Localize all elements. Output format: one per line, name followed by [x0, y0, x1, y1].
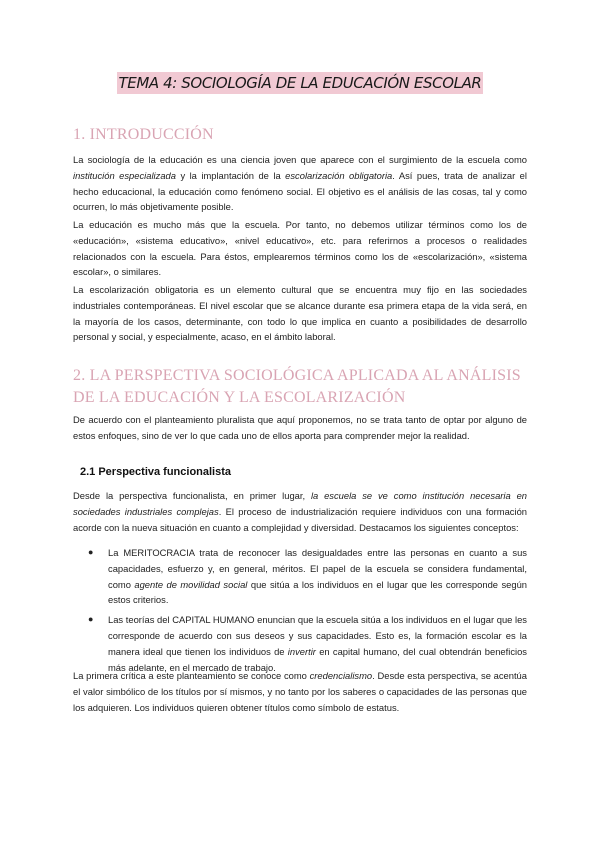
intro-paragraph-2: La educación es mucho más que la escuela. Por tanto, no debemos utilizar términos como los de «educación», «sistema educativo», «nivel educativo», etc. para referirnos a procesos o realidades relacionados con la escuela. Para éstos, emplearemos términos como los de «escolarización», «sistema escolar», o similares. — [73, 219, 527, 278]
text-run: y la implantación de la — [175, 169, 286, 181]
intro-paragraph-3: La escolarización obligatoria es un elemento cultural que se encuentra muy fijo en las sociedades industriales contemporáneas. El nivel escolar que se alcance durante esa primera etapa de la vida será, en la mayoría de los casos, determinante, con todo lo que implica en cuanto a posibilidades de desarrollo personal y social, y especialmente, acaso, en el ámbito laboral. — [73, 284, 527, 343]
funcionalista-paragraph — [73, 488, 527, 535]
list-item-capital-humano — [88, 612, 527, 675]
text-run: La primera crítica a este planteamiento se conoce como — [73, 670, 310, 681]
text-run: que sitúa a los individuos en el lugar que les corresponde según estos criterios. — [108, 578, 527, 606]
section-heading-introduccion: 1. INTRODUCCIÓN — [73, 126, 214, 143]
credencialismo-paragraph — [73, 668, 527, 715]
text-run: Las teorías del CAPITAL HUMANO enuncian que la escuela sitúa a los individuos en el lugar que les corresponde de acuerdo con sus deseos y sus capacidades. Esto es, la formación escolar es la manera ideal que tienen los individuos de — [108, 614, 527, 657]
document-title: TEMA 4: SOCIOLOGÍA DE LA EDUCACIÓN ESCOLAR — [118, 74, 482, 92]
text-run: . Así pues, trata de analizar el hecho educacional, la educación como fenómeno social. El objetivo es el análisis de las cosas, tal y como ocurren, lo más objetivamente posible. — [73, 169, 527, 213]
text-run: La sociología de la educación es una ciencia joven que aparece con el surgimiento de la escuela como — [73, 154, 527, 165]
list-item-meritocracia — [88, 545, 527, 608]
text-run: Desde la perspectiva funcionalista, en primer lugar, — [73, 490, 311, 501]
bullet-icon: ● — [88, 614, 94, 625]
bullet-icon: ● — [88, 547, 94, 557]
text-run: La MERITOCRACIA trata de reconocer las desigualdades entre las personas en cuanto a sus capacidades, esfuerzo y, en general, méritos. El papel de la escuela se considera fundamental, como — [108, 547, 527, 590]
subsection-heading-funcionalista: 2.1 Perspectiva funcionalista — [80, 466, 232, 478]
italic-run: credencialismo — [309, 670, 373, 681]
concepts-list — [88, 545, 527, 679]
title-wrapper — [0, 72, 600, 94]
section2-intro-paragraph: De acuerdo con el planteamiento pluralista que aquí proponemos, no se trata tanto de optar por alguno de estos enfoques, sino de ver lo que cada uno de ellos aporta para comprender mejor la realidad. — [73, 414, 527, 441]
italic-run: agente de movilidad social — [134, 578, 248, 590]
text-run: en capital humano, del cual obtendrán beneficios más adelante, en el mercado de trabajo. — [108, 645, 527, 673]
italic-run: institución especializada — [73, 169, 176, 181]
intro-paragraph-1 — [73, 152, 527, 215]
italic-run: la escuela se ve como institución necesaria en sociedades industriales complejas — [73, 490, 527, 517]
text-run: . Desde esta perspectiva, se acentúa el valor simbólico de los títulos por sí mismos, y no tanto por los saberes o capacidades de las personas que los adquieren. Los individuos quieren obtener títulos como símbolo de estatus. — [73, 670, 527, 713]
italic-run: invertir — [287, 645, 316, 657]
section-heading-perspectiva: 2. LA PERSPECTIVA SOCIOLÓGICA APLICADA AL ANÁLISIS DE LA EDUCACIÓN Y LA ESCOLARIZACIÓN — [73, 367, 521, 406]
italic-run: escolarización obligatoria — [285, 169, 393, 181]
text-run: . El proceso de industrialización requiere individuos con una formación acorde con la nueva situación en cuanto a complejidad y diversidad. Destacamos los siguientes conceptos: — [73, 505, 528, 533]
